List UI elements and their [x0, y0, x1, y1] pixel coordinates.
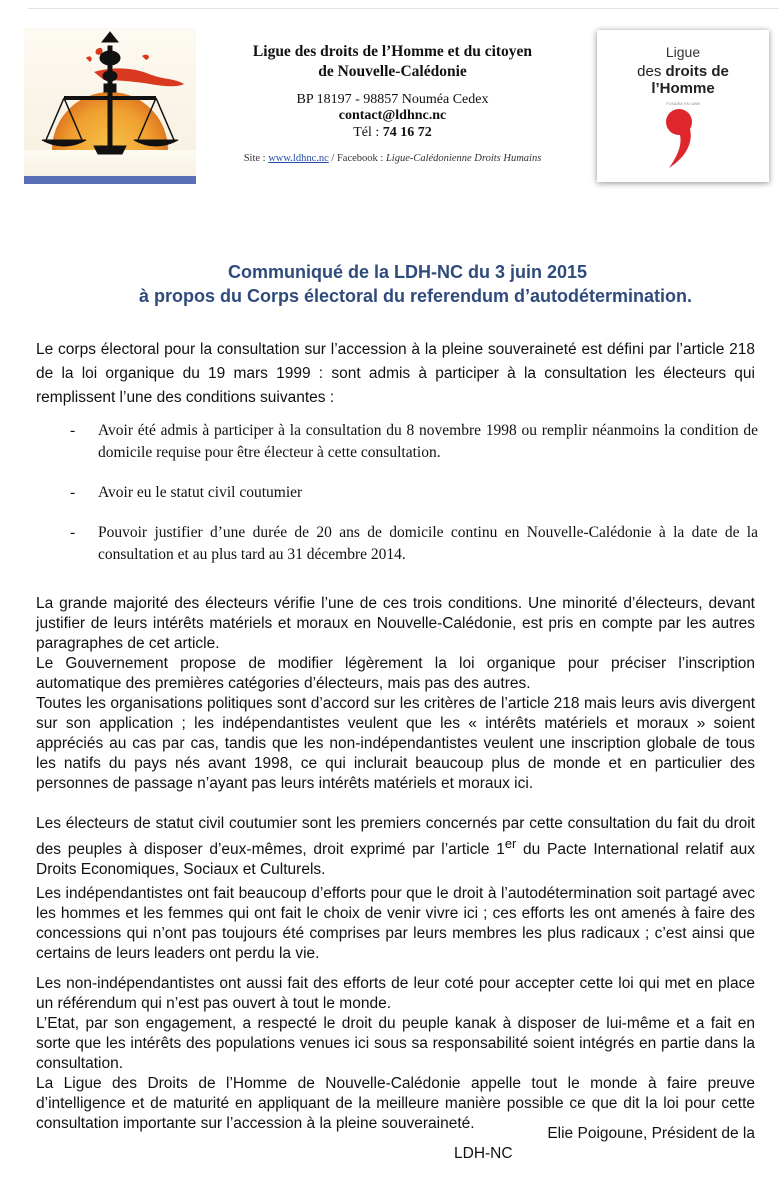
paragraph-3: Toutes les organisations politiques sont d’accord sur les critères de l’article 218 mais leurs avis divergent sur son application ; les indépendantistes veulent que les « intérêts matériels et moraux » soient appréciés au cas par cas, tandis que les non-indépendantistes veulent une inscription globale de tous les natifs du pays nés avant 1998, ce qui inclurait beaucoup plus de monde et en particulier des personnes de passage n’ayant pas leurs intérêts matériels et moraux ici. — [36, 695, 755, 792]
ldh-logo-line2 — [597, 63, 769, 80]
title-line1: Communiqué de la LDH-NC du 3 juin 2015 — [227, 262, 588, 282]
organization-header — [205, 42, 580, 164]
ldh-logo-line3: l’Homme — [651, 80, 715, 97]
org-name-line2: de Nouvelle-Calédonie — [318, 63, 467, 80]
org-name-line1: Ligue des droits de l’Homme et du citoyen — [252, 43, 533, 60]
condition-text-3: Pouvoir justifier d’une durée de 20 ans de domicile continu en Nouvelle-Calédonie à la date de la consultation et au plus tard au 31 décembre 2014. — [98, 524, 758, 563]
paragraph-4 — [36, 814, 755, 880]
tel-label: Tél : — [353, 125, 383, 140]
paragraph-4-text: Les électeurs de statut civil coutumier sont les premiers concernés par cette consultation du fait du droit des peuples à disposer d’eux-mêmes, droit exprimé par l’article 1 — [36, 815, 755, 859]
signature-line2: LDH-NC — [454, 1145, 513, 1162]
paragraph-7: L’Etat, par son engagement, a respecté le droit du peuple kanak à disposer de lui-même et a fait en sorte que les intérêts des populations venues ici sous sa responsabilité soient intégrés en partie dans la consultation. — [36, 1015, 755, 1072]
facebook-name: Ligue-Calédonienne Droits Humains — [385, 153, 542, 164]
top-rule — [28, 8, 779, 9]
bullet-dash: - — [70, 484, 76, 501]
site-label: Site : — [243, 153, 269, 164]
ldh-mark-icon — [661, 108, 701, 170]
paragraph-2: Le Gouvernement propose de modifier légèrement la loi organique pour préciser l’inscription automatique des premières catégories d’électeurs, mais pas des autres. — [36, 655, 755, 692]
tel-number: 74 16 72 — [382, 125, 432, 140]
communique-title — [0, 260, 779, 308]
signature-line1: Elie Poigoune, Président de la — [547, 1125, 755, 1142]
ldh-logo — [597, 30, 769, 182]
org-web-links — [205, 153, 580, 164]
org-telephone — [205, 124, 580, 141]
ldh-logo-tagline: FONDÉE EN 1898 — [666, 101, 700, 106]
intro-paragraph: Le corps électoral pour la consultation sur l’accession à la pleine souveraineté est défini par l’article 218 de la loi organique du 19 mars 1999 : sont admis à participer à la consultation les électeurs qui remplissent l’une des conditions suivantes : — [36, 341, 755, 406]
condition-text-1: Avoir été admis à participer à la consultation du 8 novembre 1998 ou remplir néanmoins la condition de domicile requise pour être électeur à cette consultation. — [98, 422, 758, 461]
paragraph-4-end: du Pacte International relatif aux Droits Economiques, Sociaux et Culturels. — [36, 841, 755, 879]
paragraph-1: La grande majorité des électeurs vérifie l’une de ces trois conditions. Une minorité d’électeurs, devant justifier de leurs intérêts matériels et moraux en Nouvelle-Calédonie, est pris en compte par les autres paragraphes de cet article. — [36, 595, 755, 652]
org-address: BP 18197 - 98857 Nouméa Cedex — [296, 92, 489, 107]
paragraph-5: Les indépendantistes ont fait beaucoup d’efforts pour que le droit à l’autodétermination soit partagé avec les hommes et les femmes qui ont fait le choix de venir vivre ici ; ces efforts les ont amenés à faire des concessions qui n’ont pas toujours été comprises par leurs membres les plus radicaux ; c’est ainsi que certains de leurs leaders ont perdu la vie. — [36, 885, 755, 962]
ldh-logo-line2-prefix: des — [637, 63, 666, 80]
bullet-dash: - — [70, 524, 76, 541]
facebook-label: / Facebook : — [328, 153, 386, 164]
paragraph-8: La Ligue des Droits de l’Homme de Nouvelle-Calédonie appelle tout le monde à faire preuve d’intelligence et de maturité en appliquant de la meilleure manière possible ce que dit la loi pour cette consultation importante sur l’accession à la pleine souveraineté. — [36, 1075, 755, 1132]
condition-text-2: Avoir eu le statut civil coutumier — [98, 484, 303, 501]
ordinal-suffix: er — [504, 836, 517, 851]
site-link[interactable]: www.ldhnc.nc — [268, 153, 329, 164]
title-line2: à propos du Corps électoral du referendum d’autodétermination. — [138, 286, 693, 306]
org-email: contact@ldhnc.nc — [338, 108, 447, 123]
ldhnc-logo — [24, 28, 196, 184]
paragraph-6: Les non-indépendantistes ont aussi fait des efforts de leur coté pour accepter cette loi qui met en place un référendum qui n’est pas ouvert à tout le monde. — [36, 975, 755, 1012]
bullet-dash: - — [70, 422, 76, 439]
ldh-logo-line2-bold: droits de — [665, 63, 729, 80]
ldh-logo-line1: Ligue — [665, 44, 701, 60]
